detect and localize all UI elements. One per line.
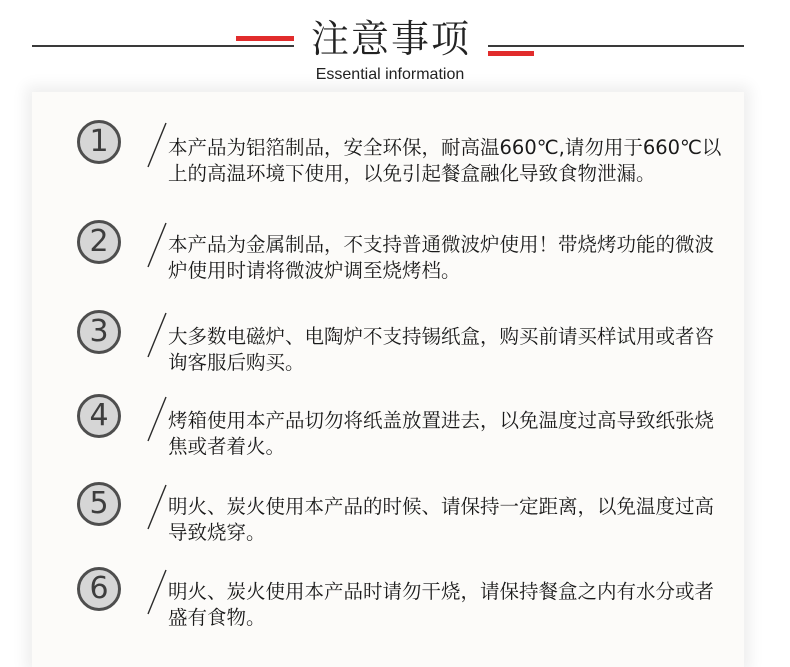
- notice-text: 明火、炭火使用本产品的时候、请保持一定距离，以免温度过高导致烧穿。: [168, 495, 715, 544]
- notice-text: 明火、炭火使用本产品时请勿干烧，请保持餐盒之内有水分或者盛有食物。: [168, 580, 715, 629]
- notice-text: 本产品为金属制品，不支持普通微波炉使用！带烧烤功能的微波炉使用时请将微波炉调至烧烤档。: [168, 233, 715, 282]
- number-badge: 2: [77, 220, 121, 264]
- notice-text: 本产品为铝箔制品，安全环保，耐高温660℃,请勿用于660℃以上的高温环境下使用，以免引起餐盒融化导致食物泄漏。: [168, 136, 722, 185]
- slash-divider-icon: [144, 482, 170, 532]
- header-rule-right: [488, 45, 744, 47]
- number-badge: 6: [77, 567, 121, 611]
- notice-item: [32, 567, 744, 647]
- notice-item: [32, 394, 744, 474]
- number-badge: 3: [77, 310, 121, 354]
- header-rule-left: [32, 45, 294, 47]
- slash-divider-icon: [144, 220, 170, 270]
- slash-divider-icon: [144, 567, 170, 617]
- page-title: 注意事项: [310, 17, 471, 61]
- notice-text: 烤箱使用本产品切勿将纸盖放置进去，以免温度过高导致纸张烧焦或者着火。: [168, 409, 715, 458]
- notice-panel: [32, 92, 744, 667]
- slash-divider-icon: [144, 394, 170, 444]
- header-accent-right: [488, 51, 534, 56]
- header-accent-left: [236, 36, 294, 41]
- page-subtitle: Essential information: [315, 66, 465, 83]
- number-badge: 4: [77, 394, 121, 438]
- notice-text: 大多数电磁炉、电陶炉不支持锡纸盒，购买前请买样试用或者咨询客服后购买。: [168, 325, 715, 374]
- slash-divider-icon: [144, 310, 170, 360]
- header: [0, 0, 790, 92]
- notice-item: [32, 310, 744, 390]
- number-badge: 1: [77, 120, 121, 164]
- number-badge: 5: [77, 482, 121, 526]
- slash-divider-icon: [144, 120, 170, 170]
- notice-item: [32, 220, 744, 300]
- notice-item: [32, 482, 744, 562]
- notice-item: [32, 120, 744, 200]
